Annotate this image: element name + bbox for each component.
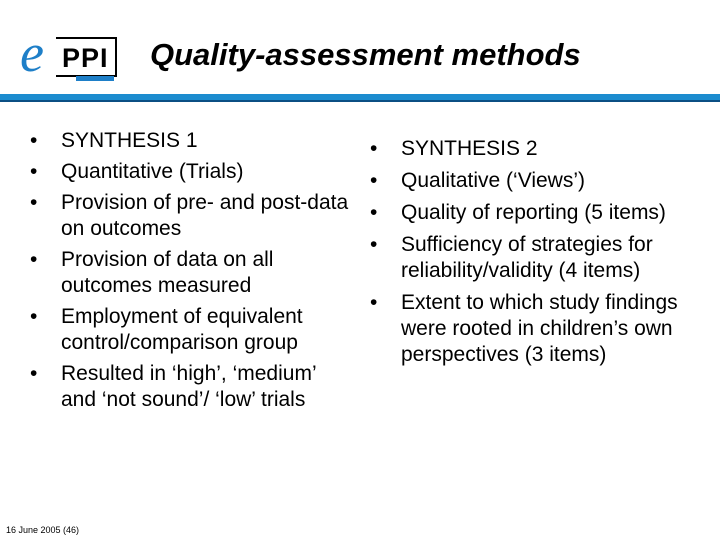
list-item-text: Quantitative (Trials) [61,160,244,183]
synthesis-2-list [370,136,700,374]
list-item-text: Resulted in ‘high’, ‘medium’ and ‘not sound’/ ‘low’ trials [61,362,316,411]
list-item [30,190,350,242]
list-item [370,168,700,194]
bullet-icon: • [30,160,38,183]
logo-letter-e: e [20,23,44,83]
list-item [30,361,350,413]
list-item-text: Provision of data on all outcomes measured [61,248,274,297]
page-title: Quality-assessment methods [150,37,581,72]
list-item-text: SYNTHESIS 1 [61,129,198,152]
bullet-icon: • [30,248,38,271]
bullet-icon: • [30,191,38,214]
slide-footer: 16 June 2005 (46) [6,525,80,535]
list-item [30,247,350,299]
list-item-text: Quality of reporting (5 items) [401,201,666,224]
list-item [370,200,700,226]
list-item [30,159,350,185]
logo-underline [76,76,114,81]
list-item-text: Extent to which study findings were rooted in children’s own perspectives (3 items) [401,291,678,366]
list-item [370,232,700,284]
bullet-icon: • [30,129,38,152]
list-item-text: Employment of equivalent control/comparison group [61,305,303,354]
bullet-icon: • [30,362,38,385]
bullet-icon: • [370,137,378,160]
list-item-text: Provision of pre- and post-data on outcomes [61,191,349,240]
list-item [30,304,350,356]
list-item [370,136,700,162]
list-item-text: Qualitative (‘Views’) [401,169,586,192]
bullet-icon: • [370,201,378,224]
bullet-icon: • [370,291,378,314]
eppi-logo [18,23,118,84]
bullet-icon: • [370,233,378,256]
list-item-text: SYNTHESIS 2 [401,137,538,160]
header-divider-shadow [0,100,720,102]
logo-text: PPI [56,37,117,77]
list-item [370,290,700,368]
list-item-text: Sufficiency of strategies for reliability/validity (4 items) [401,233,653,282]
list-item [30,128,350,154]
synthesis-1-list [30,128,350,418]
bullet-icon: • [370,169,378,192]
bullet-icon: • [30,305,38,328]
